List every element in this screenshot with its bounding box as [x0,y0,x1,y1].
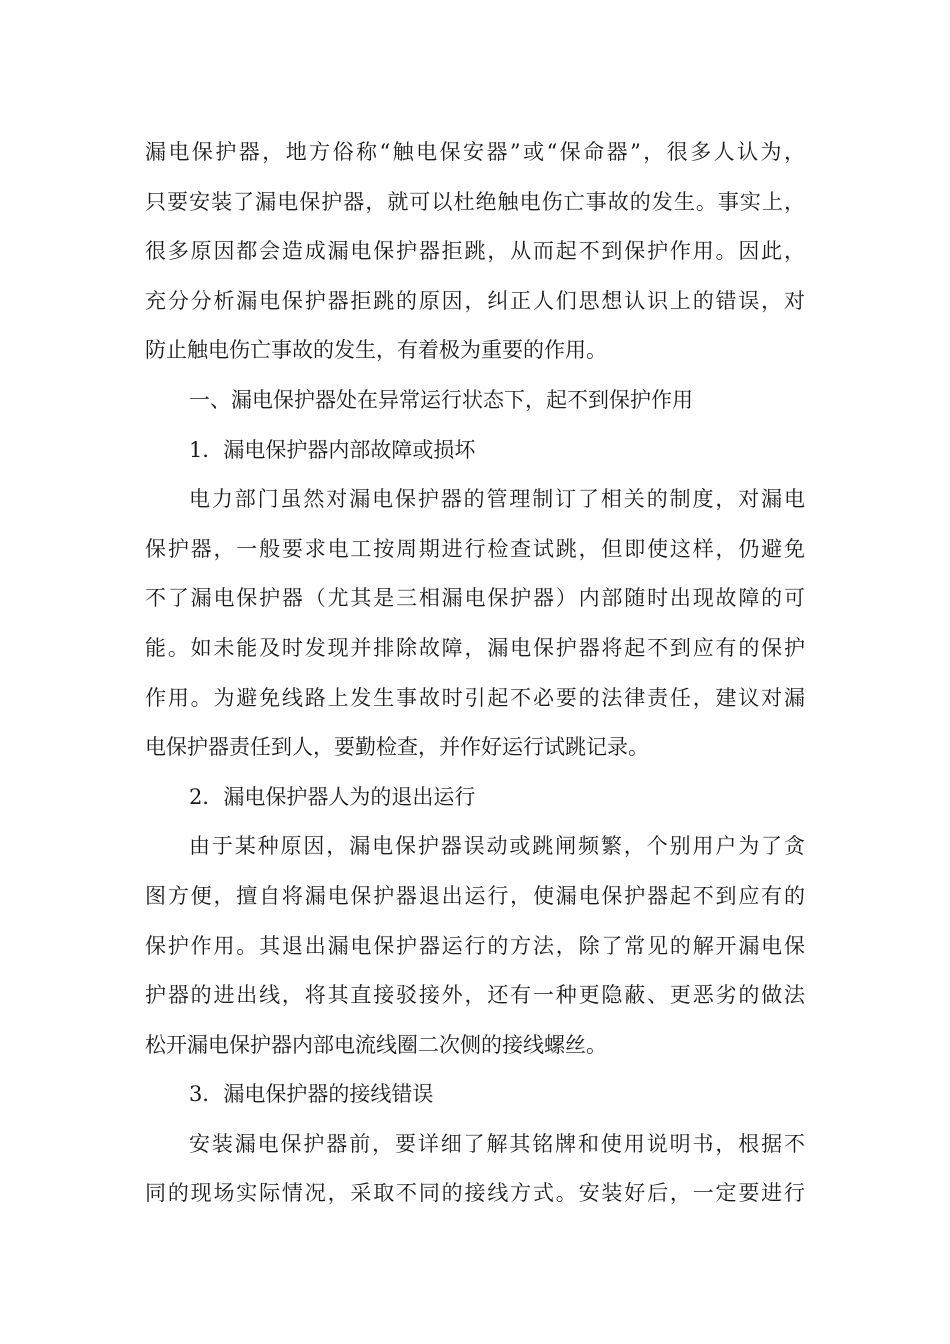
text-line: 图方便，擅自将漏电保护器退出运行，使漏电保护器起不到应有的 [145,883,805,908]
text-line: 不了漏电保护器（尤其是三相漏电保护器）内部随时出现故障的可 [145,586,805,611]
text-line: 电保护器责任到人，要勤检查，并作好运行试跳记录。 [145,735,649,760]
text-line: 电力部门虽然对漏电保护器的管理制订了相关的制度，对漏电 [189,487,805,512]
intro-paragraph [145,128,805,376]
subheading-2 [145,773,805,823]
text-line: 很多原因都会造成漏电保护器拒跳，从而起不到保护作用。因此， [145,239,805,264]
document-body [145,128,805,1219]
text-line: 安装漏电保护器前，要详细了解其铭牌和使用说明书，根据不 [189,1131,805,1156]
heading-text: 一、漏电保护器处在异常运行状态下，起不到保护作用 [189,387,693,412]
text-line: 能。如未能及时发现并排除故障，漏电保护器将起不到应有的保护 [145,635,805,660]
text-line: 只要安装了漏电保护器，就可以杜绝触电伤亡事故的发生。事实上， [145,189,805,214]
text-line: 作用。为避免线路上发生事故时引起不必要的法律责任，建议对漏 [145,685,805,710]
subheading-1 [145,426,805,476]
subheading-3 [145,1070,805,1120]
subheading-text: 1．漏电保护器内部故障或损坏 [189,437,476,462]
text-line: 保护器，一般要求电工按周期进行检查试跳，但即使这样，仍避免 [145,536,805,561]
text-line: 充分分析漏电保护器拒跳的原因，纠正人们思想认识上的错误，对 [145,288,805,313]
text-line: 护器的进出线，将其直接驳接外，还有一种更隐蔽、更恶劣的做法 [145,983,805,1008]
body-paragraph [145,822,805,1070]
section-heading [145,376,805,426]
text-line: 漏电保护器，地方俗称“触电保安器”或“保命器”，很多人认为， [145,140,805,164]
subheading-text: 3．漏电保护器的接线错误 [189,1082,434,1107]
body-paragraph [145,475,805,773]
text-line: 松开漏电保护器内部电流线圈二次侧的接线螺丝。 [145,1032,607,1057]
text-line: 防止触电伤亡事故的发生，有着极为重要的作用。 [145,338,607,363]
text-line: 由于某种原因，漏电保护器误动或跳闸频繁，个别用户为了贪 [189,834,805,859]
text-line: 保护作用。其退出漏电保护器运行的方法，除了常见的解开漏电保 [145,933,805,958]
body-paragraph [145,1120,805,1219]
subheading-text: 2．漏电保护器人为的退出运行 [189,784,476,809]
text-line: 同的现场实际情况，采取不同的接线方式。安装好后，一定要进行 [145,1181,805,1206]
